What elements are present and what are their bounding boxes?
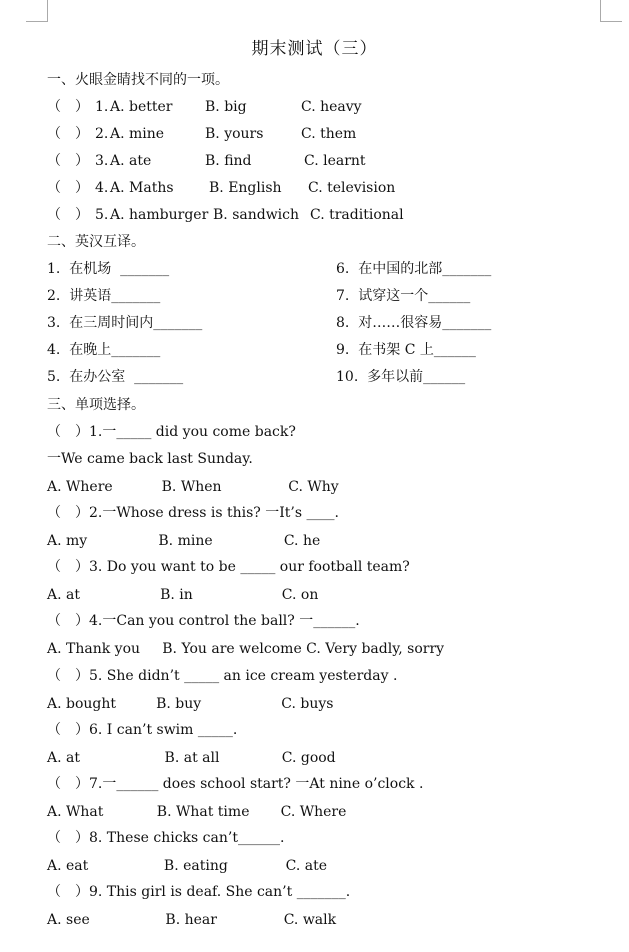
translation-item-left: 1. 在机场 _______ [47,261,170,277]
section1-item-paren: （ ） [47,99,89,115]
question-line: （ ）8. These chicks can’t______. [47,830,285,846]
choice-options: A. at B. at all C. good [47,750,336,766]
translation-item-right: 8. 对……很容易_______ [336,315,492,331]
translation-item-left: 2. 讲英语_______ [47,288,161,304]
question-line: （ ）6. I can’t swim _____. [47,722,238,738]
section1-item-num: 5. [95,207,109,223]
question-line: 一We came back last Sunday. [47,451,253,467]
translation-item-right: 10. 多年以前______ [336,369,466,385]
section1-item-paren: （ ） [47,180,89,196]
question-line: （ ）2.一Whose dress is this? 一It’s ____. [47,505,339,521]
section1-item-option-a: A. ate [110,153,152,169]
crop-mark-right-vertical [600,0,601,22]
section1-item-option-b: B. yours [205,126,264,142]
section1-item-option-c: C. traditional [310,207,404,223]
section1-item-option-b: B. find [205,153,252,169]
choice-options: A. Where B. When C. Why [47,479,339,495]
choice-options: A. my B. mine C. he [47,533,321,549]
question-line: （ ）9. This girl is deaf. She can’t _______. [47,884,351,900]
choice-options: A. see B. hear C. walk [47,912,337,928]
section1-item-paren: （ ） [47,153,89,169]
section1-item-option-a: A. hamburger [110,207,209,223]
choice-options: A. What B. What time C. Where [47,804,347,820]
translation-item-right: 6. 在中国的北部_______ [336,261,492,277]
section2-heading: 二、英汉互译。 [47,234,145,250]
page-title: 期末测试（三） [251,39,378,59]
choice-options: A. bought B. buy C. buys [47,696,334,712]
crop-mark-right-horizontal [600,21,622,22]
section1-heading: 一、火眼金睛找不同的一项。 [47,72,229,88]
section1-item-num: 4. [95,180,109,196]
section1-item-num: 2. [95,126,109,142]
choice-options: A. Thank you B. You are welcome C. Very badly, sorry [47,641,445,657]
section1-item-option-a: A. better [110,99,173,115]
section1-item-option-a: A. mine [110,126,165,142]
section1-item-option-c: C. them [301,126,357,142]
crop-mark-left-vertical [47,0,48,22]
question-line: （ ）4.一Can you control the ball? 一______. [47,613,360,629]
choice-options: A. at B. in C. on [47,587,319,603]
question-line: （ ）3. Do you want to be _____ our football team? [47,559,410,575]
translation-item-right: 7. 试穿这一个______ [336,288,471,304]
translation-item-left: 4. 在晚上_______ [47,342,161,358]
translation-item-left: 3. 在三周时间内_______ [47,315,203,331]
translation-item-left: 5. 在办公室 _______ [47,369,184,385]
section1-item-option-c: C. heavy [301,99,362,115]
question-line: （ ）7.一______ does school start? 一At nine o’clock . [47,776,424,792]
section1-item-num: 3. [95,153,109,169]
section1-item-option-b: B. big [205,99,247,115]
section3-heading: 三、单项选择。 [47,397,145,413]
section1-item-option-a: A. Maths [110,180,174,196]
section1-item-num: 1. [95,99,109,115]
choice-options: A. eat B. eating C. ate [47,858,328,874]
question-line: （ ）5. She didn’t _____ an ice cream yesterday . [47,668,398,684]
section1-item-option-c: C. learnt [304,153,366,169]
section1-item-option-c: C. television [308,180,396,196]
section1-item-option-b: B. English [209,180,282,196]
question-line: （ ）1.一_____ did you come back? [47,424,296,440]
section1-item-paren: （ ） [47,126,89,142]
translation-item-right: 9. 在书架 C 上______ [336,342,476,358]
section1-item-paren: （ ） [47,207,89,223]
crop-mark-left-horizontal [26,21,48,22]
section1-item-option-b: B. sandwich [213,207,300,223]
